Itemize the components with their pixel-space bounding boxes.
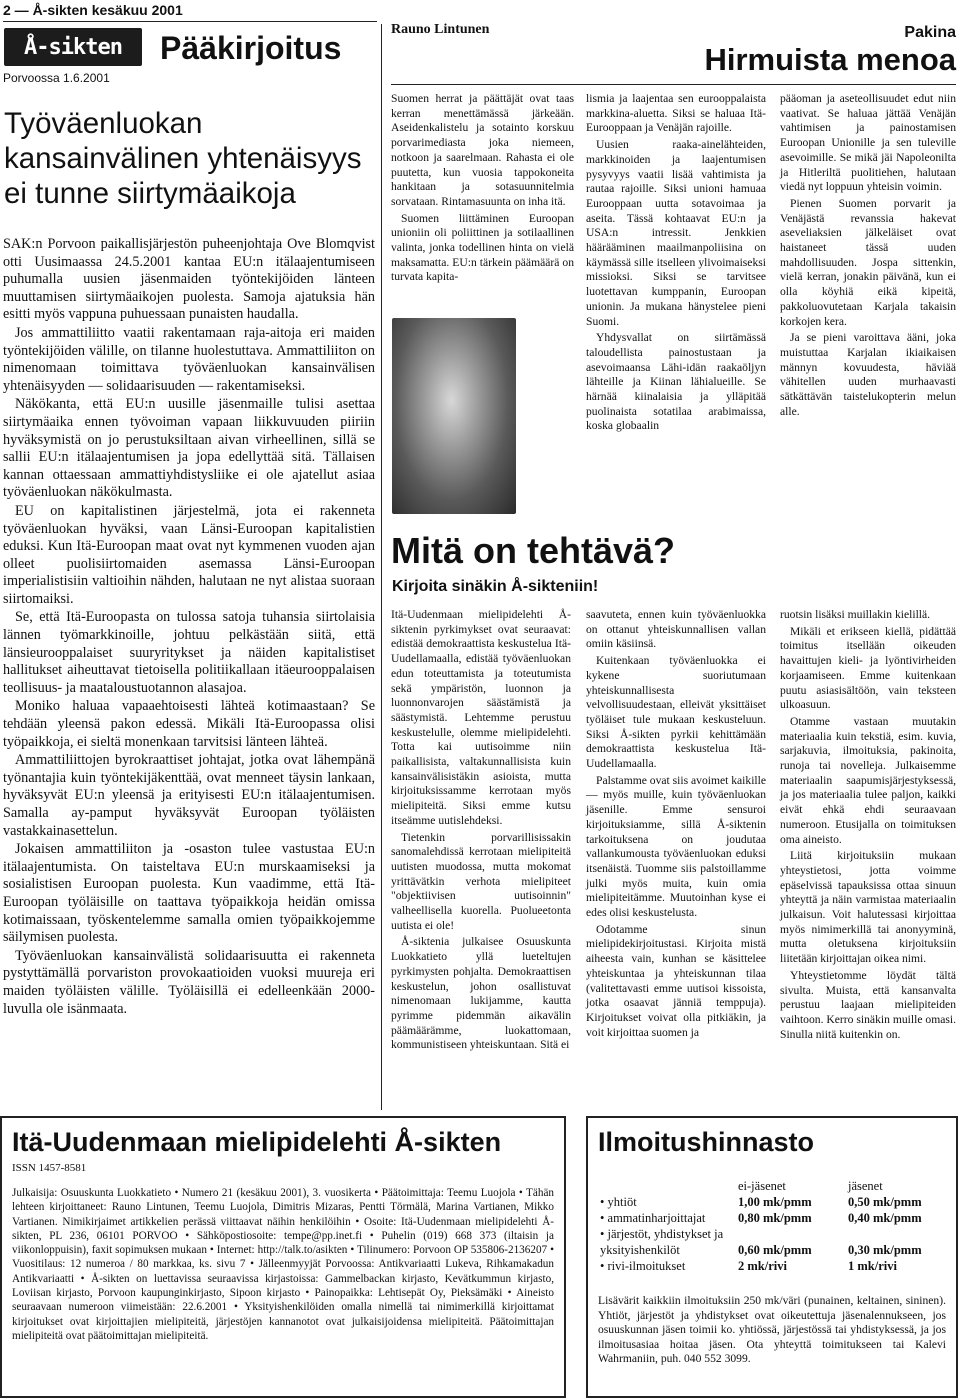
- column-paragraph: Uusien raaka-ainelähteiden, markkinoiden ja laajentumisen pysyvyys vaatii lisää vahtimista ja rautaa rajoille. Siksi unioni hamuaa Eurooppaan uutta sotavoimaa ja aseita. Tässä kohtaavat EU:n ja USA:n intressit. Jenkkien häärääminen maailmanpoliisina on käymässä sille itselleen ylivoimaiseksi missioksi. Siksi se tarvitsee luotettavan kumppanin, Euroopan unionin. Ja mukana hänystelee pieni Suomi.: [586, 138, 766, 328]
- masthead-info: Julkaisija: Osuuskunta Luokkatieto • Numero 21 (kesäkuu 2001), 3. vuosikerta • Päätoimittaja: Teemu Luojola • Tähän lehteen kirjoittaneet: Rauno Lintunen, Teemu Luojola, Dimitris Mizaras, Pentti Törmälä, Marina Vartianen, Mikko Vartianen. Nimikirjaimet artikkelien perässä viittaavat näihin henkilöihin • Osoite: Itä-Uudenmaan mielipidelehti Å-sikten, PL 236, 06101 PORVOO • Sähköpostiosoite: tempe@pp.inet.fi • Puhelin (019) 668 373 (iltaisin ja viikonloppuisin), faxit sopimuksen mukaan • Internet: http://talk.to/asikten • Tilinumero: Porvoon OP 535806-2136207 • Vuositilaus: 12 numeroa / 80 markkaa, ks. sivu 7 • Jälleenmyyjät Porvoossa: Antikvariaatti Lukeva, Rihkamakadun Antikvariaatti • Å-sikten on luettavissa seuraavissa kirjastoissa: Gammelbackan kirjasto, Kevätkummun kirjasto, Loviisan kirjasto, Porvoon kaupunginkirjasto, Sipoon kirjasto • Painopaikka: Lehtisepät Oy, Pieksämäki • Aineisto seuraavaan numeroon viimeistään: 22.6.2001 • Yksityishenkilöiden omalla nimellä tai nimimerkillä kirjoittamat kirjoitukset ovat kirjoittajien mielipiteitä, järjestöjen kannanotot ovat julkaisijoidensa mielipiteitä. Päätoimittajan mielipiteitä ovat päätoimittajan mielipiteitä.: [12, 1187, 554, 1342]
- call-paragraph: Yhteystietomme löydät tältä sivulta. Muista, että kansanvalta perustuu laajaan mielipiteiden vaihtoon. Kerro sinäkin muille omasi. Sinulla niitä kuitenkin on.: [780, 968, 956, 1041]
- call-paragraph: Otamme vastaan muutakin materiaalia kuin tekstiä, esim. kuvia, sarjakuvia, ilmoituksia, pakinoita, runoja tai novelleja. Julkaisemme materiaalin saapumisjärjestyksessä, ja jos materiaalia tulee paljon, kaikki eivät ehkä ehdi seuraavaan numeroon. Etusijalla on toimituksen oma aineisto.: [780, 714, 956, 846]
- rates-col-head: ei-jäsenet: [738, 1179, 786, 1193]
- author-photo: [392, 318, 516, 514]
- asikten-logo: Å-sikten: [4, 28, 142, 66]
- call-paragraph: Odotamme sinun mielipidekirjoitustasi. Kirjoita mistä aiheesta vain, kunhan se käsittelee yhteiskuntaa ja yhteiskunnan tilaa (valitettavasti emme uutisoi kissoista, jotka osaavat jänniä temppuja). Kirjoitukset voivat olla pitkiäkin, ja voit kirjoittaa suomen ja: [586, 922, 766, 1039]
- rates-label: rivi-ilmoitukset: [607, 1259, 686, 1273]
- rates-row: • järjestöt, yhdistykset ja yksityishenkilöt 0,60 mk/pmm 0,30 mk/pmm: [600, 1227, 922, 1257]
- ad-rates-title: Ilmoitushinnasto: [598, 1127, 814, 1157]
- editorial-body: [3, 236, 375, 1019]
- rates-value: 0,40 mk/pmm: [848, 1211, 922, 1225]
- call-paragraph: Kuitenkaan työväenluokka ei kykene suoriutumaan yhteiskunnallisesta velvollisuudestaan, elleivät yksittäiset työläiset tule mukaan keskusteluun. Siksi Å-sikten pyrkii kehittämään demokraattista keskustelua Itä-Uudellamaalla.: [586, 654, 766, 771]
- ad-rates-table: [598, 1178, 924, 1274]
- editorial-paragraph: Jos ammattiliitto vaatii rakentamaan raja-aitoja eri maiden työntekijöiden välille, on tilanne huolestuttava. Ammattiliiton on nimenomaan toimittava työväenluokan kansainvälisen yhtenäisyyden — solidaarisuuden — rakentamiseksi.: [3, 324, 375, 394]
- call-paragraph: Palstamme ovat siis avoimet kaikille — myös muille, kuin työväenluokan jäsenille. Emme sensuroi kirjoituksiamme, sillä Å-siktenin tarkoituksena on joudutaa vallankumousta työväenluokan eduksi itsenäistä. Tuomme siis palstoillamme julki myös muita, kuin omia mielipiteitämme. Muutoinhan kyse ei edes olisi keskustelusta.: [586, 773, 767, 920]
- call-paragraph: ruotsin lisäksi muillakin kielillä.: [780, 608, 931, 621]
- column-divider: [381, 24, 382, 1110]
- rates-value: 0,80 mk/pmm: [738, 1211, 812, 1225]
- call-paragraph: Å-siktenia julkaisee Osuuskunta Luokkatieto yllä lueteltujen pyrkimysten pohjalta. Demokraattisen keskustelun, johon osallistuvat nimenomaan lukijamme, kautta pyrimme pidemmän aikavälin päämäärämme, luokattomaan, kommunistiseen yhteiskuntaan. Sitä ei: [391, 935, 571, 1052]
- rates-value: 0,60 mk/pmm: [738, 1243, 812, 1257]
- column-author: Rauno Lintunen: [391, 22, 490, 37]
- rates-value: 2 mk/rivi: [738, 1259, 787, 1273]
- editorial-paragraph: Työväenluokan kansainvälistä solidaarisuutta ei rakenneta pystyttämällä porvariston provokaatioiden vuoksi muureja eri maiden työläisten välille. Työläisillä ei edelleenkään 2000-luvulla ole isänmaata.: [3, 947, 375, 1017]
- editorial-headline: Työväenluokan kansainvälinen yhtenäisyys ei tunne siirtymäaikoja: [4, 107, 362, 210]
- call-paragraph: Mikäli et erikseen kiellä, pidättää toimitus itsellään oikeuden havaittujen kieli- ja lyöntivirheiden korjaamiseen. Emme kuitenkaan puutu asiasisältöön, vain teksteen ulkoasuun.: [780, 624, 956, 712]
- rates-col-head: jäsenet: [848, 1179, 883, 1193]
- ad-rates-note: Lisävärit kaikkiin ilmoituksiin 250 mk/väri (punainen, keltainen, sininen). Yhtiöt, järjestöt ja yhdistykset ovat oikeutettuja jäsenalennukseen, jos osuuskunnan jäsen toimii ko. yhtiössä, järjestössä tai yhdistyksessä, ja jos ilmoitusasiaa hoitaa jäsen. Ota yhteyttä toimitukseen tai Kalevi Wahrmaniin, puh. 040 552 3099.: [598, 1294, 946, 1366]
- editorial-paragraph: Näkökanta, että EU:n uusille jäsenmaille tulisi asettaa siirtymäaika ennen työvoiman vapaan liikkuvuuden piiriin hyväksymistä on jo perustuksiltaan aivan virheellinen, sillä se sallii EU:n itälaajentumisen ja jopa edellyttää sitä. Tällaisen kannan ottaessaan ammattiyhdistysliike ei ole ajatellut asiaa työväenluokan näkökulmasta.: [3, 396, 375, 501]
- column-paragraph: lismia ja laajentaa sen eurooppalaista markkina-aluetta. Siksi se haluaa Itä-Eurooppaan ja Venäjän rajoille.: [586, 92, 766, 135]
- editorial-paragraph: Se, että Itä-Euroopasta on tulossa satoja tuhansia siirtolaisia lännen työmarkkinoille, johtuu pelkästään siitä, että länsieurooppalaiset suuryritykset ja näiden kapitalistiset hallitukset aiheuttavat tietoisella politiikallaan itäeurooppalaisen teollisuus- ja maataloustuotannon alasajoa.: [3, 609, 375, 696]
- column-rule: [391, 84, 956, 85]
- call-paragraph: Tietenkin porvarillisissakin sanomalehdissä kerrotaan mielipiteitä uutisten muodossa, mutta mokomat yrittävätkin verhota mielipiteet "objektiivisen uutisoinnin" valheellisella kuorella. Puolueetonta uutista ei ole!: [391, 830, 571, 932]
- rates-value: 1 mk/rivi: [848, 1259, 897, 1273]
- call-subhead: Kirjoita sinäkin Å-sikteniin!: [392, 578, 599, 595]
- issn: ISSN 1457-8581: [12, 1162, 87, 1174]
- page-header-line: 2 — Å-sikten kesäkuu 2001: [3, 2, 183, 18]
- section-title: Pääkirjoitus: [160, 30, 342, 66]
- rates-value: 1,00 mk/pmm: [738, 1195, 812, 1209]
- column-col1: [391, 92, 574, 287]
- editorial-paragraph: Jokaisen ammattiliiton ja -osaston tulee vastustaa EU:n itälaajentumista. On taisteltava EU:n murskaamiseksi ja sosialistisen Euroopan puolesta. Kun vaadimme, että Itä-Euroopan työläisille on taattava työpaikkoja heidän omissa kotimaissaan, työskentelemme samalla omien työpaikkojemme säilymisen puolesta.: [3, 841, 375, 946]
- rates-row: • yhtiöt 1,00 mk/pmm 0,50 mk/pmm: [600, 1195, 922, 1209]
- column-headline: Hirmuista menoa: [704, 42, 956, 77]
- call-col1: [391, 608, 571, 1055]
- column-col3: [780, 92, 956, 421]
- column-paragraph: Yhdysvallat on siirtämässä taloudellista painostustaan ja asevoimaansa Lähi-idän raakaöljyn lähteille ja Kiinan lähialueille. Se härnää kiinalaisia ja ylläpitää puolinaista sotatilaa arabimaissa, koska globaalin: [586, 331, 766, 433]
- column-paragraph: Pienen Suomen porvarit ja Venäjästä revanssia hakevat aseveliaksien jälkeläiset ovat haistaneet tässä uuden mahdollisuuden. Jospa sittenkin, vielä kerran, jonakin päivänä, kun ei olla köyhiä eikä kipeitä, pakkoluovutetaan Karjala takaisin korkojen kera.: [780, 196, 956, 328]
- call-col3: [780, 608, 956, 1044]
- call-paragraph: saavuteta, ennen kuin työväenluokka on ottanut yhteiskunnallisen vallan omiin käsiinsä.: [586, 608, 766, 651]
- editorial-paragraph: Moniko haluaa vapaaehtoisesti lähteä kotimaastaan? Se tehdään yleensä pakon edessä. Mikäli Itä-Euroopassa olisi työpaikkoja, ei sieltä monenkaan tarvitsisi länteen lähteä.: [3, 698, 375, 750]
- rates-label: yhtiöt: [607, 1195, 637, 1209]
- masthead-box: [0, 1116, 566, 1398]
- editorial-paragraph: EU on kapitalistinen järjestelmä, jota ei rakenneta työväenluokan hyväksi, vaan Länsi-Euroopan kapitalistien eduksi. Kun Itä-Euroopan maat ovat nyt kymmenen vuoden ajan olleet puolisiirtomaiden asemassa Länsi-Euroopan imperialistisiin valtioihin nähden, halutaan ne nyt alistaa suoraan siirtomaiksi.: [3, 502, 375, 607]
- call-paragraph: Itä-Uudenmaan mielipidelehti Å-siktenin pyrkimykset ovat seuraavat: edistää demokraattista keskustelua Itä-Uudellamaalla, edistää työväenluokan edun toteuttamista ja toteutumista sekä ympäristön, luonnon ja luonnonvarojen säästämistä ja säästymistä. Lehtemme perustuu keskustelulle, olemme mielipidelehti. Totta kai uutisoimme niin paikallisista, valtakunnallisista kuin kansainvälisistäkin asioista, mutta kirjoituksissamme kerrotaan myös mielipiteitä. Siksi emme kutsu itseämme uutislehdeksi.: [391, 608, 571, 827]
- column-paragraph: Ja se pieni varoittava ääni, joka muistuttaa Karjalan ikiaikaisen männyn kovuudesta, häviää vähitellen uuden murhaavasti sätkättävän taistelukopterin melun alle.: [780, 331, 956, 418]
- call-col2: [586, 608, 766, 1042]
- call-headline: Mitä on tehtävä?: [391, 530, 676, 571]
- rates-row: • ammatinharjoittajat 0,80 mk/pmm 0,40 mk/pmm: [600, 1211, 922, 1225]
- column-paragraph: Suomen herrat ja päättäjät ovat taas kerran menettämässä järkeään. Aseidenkalistelu ja sotainto korskuu porvarimediasta joka niemeen, notkoon ja saarelmaan. Rahasta ei ole puutetta, kun vuosia tappokoneita hankitaan ja sotasuunnitelmia sorvataan. Rintamasuunta on inha itä.: [391, 92, 574, 208]
- rates-row: • rivi-ilmoitukset 2 mk/rivi 1 mk/rivi: [598, 1258, 924, 1274]
- header-rule: [3, 21, 377, 22]
- editorial-paragraph: Ammattiliittojen byrokraattiset johtajat, jotka ovat lähempänä työnantajia kuin työntekijäkenttää, ovat menneet täysin lankaan, hyväksyvät EU:n yleensä ja erityisesti EU:n itälaajentumisen. Samalla ay-pamput hyväksyvät Euroopan työläisten vastakkainasettelun.: [3, 752, 375, 839]
- column-section: Pakina: [904, 24, 956, 41]
- ad-rates-box: [586, 1116, 958, 1398]
- call-paragraph: Liitä kirjoituksiin mukaan yhteystietosi, jotta voimme epäselvissä tapauksissa ottaa sinuun yhteyttä ja näin varmistaa materiaalin julkaisun. Voit halutessasi kirjoittaa myös nimimerkillä tai anonyyminä, mutta oletuksena kirjoituksiin liitetään kirjoittajan oikea nimi.: [780, 849, 956, 966]
- rates-value: 0,50 mk/pmm: [848, 1195, 922, 1209]
- column-col2: [586, 92, 766, 436]
- column-paragraph: Suomen liittäminen Euroopan unioniin oli poliittinen ja sotilaallinen valinta, jonka todellinen hinta on vielä maksamatta. EU:n tärkein päämäärä on turvata kapita-: [391, 211, 574, 284]
- column-paragraph: pääoman ja aseteollisuudet edut niin vaativat. Se haluaa jättää Venäjän vahtimisen ja painostamisen Euroopan Unionille ja sen tuleville asevoimille. Se mikä jäi Napoleonilta ja Hitleriltä puolitiehen, halutaan viedä nyt loppuun yhteisin voimin.: [780, 92, 956, 194]
- rates-label: ammatinharjoittajat: [607, 1211, 706, 1225]
- editorial-paragraph: SAK:n Porvoon paikallisjärjestön puheenjohtaja Ove Blomqvist otti Uusimaassa 24.5.2001 kantaa EU:n itälaajentumiseen puhumalla uusien jäsenmaiden työntekijöiden länteen muuttamisen siirtymäaikojen puolesta. Samoja ajatuksia hän esitti myös vappuna puhuessaan punaisten haudalla.: [3, 236, 375, 323]
- place-date: Porvoossa 1.6.2001: [3, 71, 110, 85]
- masthead-title: Itä-Uudenmaan mielipidelehti Å-sikten: [12, 1127, 502, 1157]
- rates-value: 0,30 mk/pmm: [848, 1243, 922, 1257]
- rates-label: järjestöt, yhdistykset ja yksityishenkilöt: [600, 1227, 724, 1257]
